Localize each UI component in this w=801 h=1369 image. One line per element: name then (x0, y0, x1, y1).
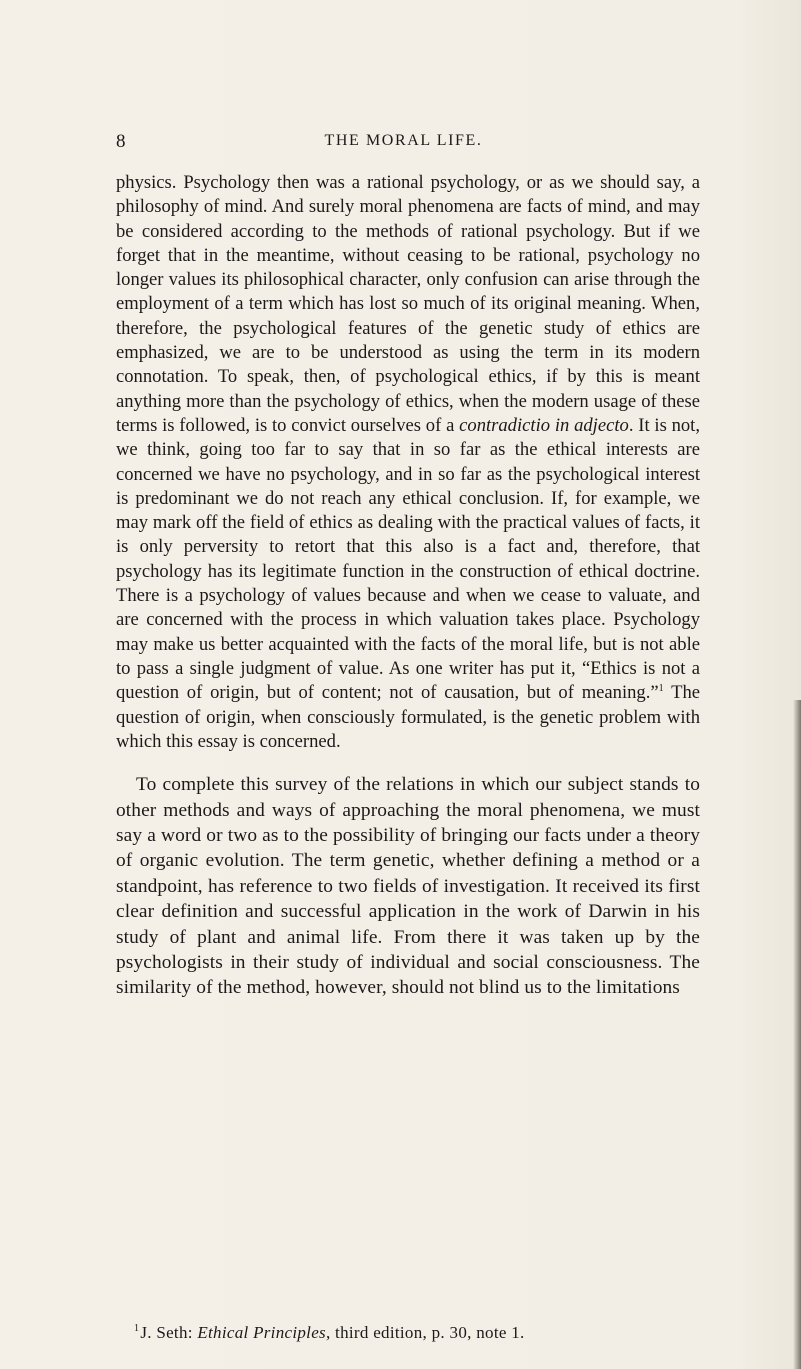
paragraph-1-text-b: . It is not, we think, going too far to say that in so far as the ethical interests are concerned we have no psychology, and in so far as the psychological interest is predominant we do not reach any ethical conclusion. If, for example, we may mark off the field of ethics as dealing with the practical values of facts, it is only perversity to retort that this also is a fact and, therefore, that psychology has its legitimate function in the construction of ethical doctrine. There is a psychology of values because and when we cease to valuate, and are concerned with the process in which valuation takes place. Psychology may make us better acquainted with the facts of the moral life, but is not able to pass a single judgment of value. As one writer has put it, “Ethics is not a question of origin, but of content; not of causation, but of meaning.” (116, 414, 700, 704)
footnote-reference: 1 (658, 683, 664, 695)
paragraph-1-text-c: The question of origin, when consciously formulated, is the genetic problem with which this essay is concerned. (116, 682, 700, 752)
page-number: 8 (116, 131, 126, 152)
footnote-book-title: Ethical Principles (197, 1323, 326, 1342)
body-text (116, 171, 700, 1001)
paragraph-1-text-a: physics. Psychology then was a rational psychology, or as we should say, a philosophy of mind. And surely moral phenomena are facts of mind, and may be considered according to the methods of rational psychology. But if we forget that in the meantime, without ceasing to be rational, psychology no longer values its philosophical character, only confusion can arise through the employment of a term which has lost so much of its original meaning. When, therefore, the psychological features of the genetic study of ethics are emphasized, we are to be understood as using the term in its modern connotation. To speak, then, of psychological ethics, if by this is meant anything more than the psychology of ethics, when the modern usage of these terms is followed, is to convict ourselves of a (116, 172, 700, 436)
footnote-marker: 1 (134, 1323, 140, 1334)
running-head: THE MORAL LIFE. (324, 132, 483, 149)
footnote-citation: , third edition, p. 30, note 1. (325, 1323, 525, 1342)
paragraph-2: To complete this survey of the relations in which our subject stands to other methods and ways of approaching the moral phenomena, we must say a word or two as to the possibility of bringing our facts under a theory of organic evolution. The term genetic, whether defining a method or a standpoint, has reference to two fields of investigation. It received its first clear definition and successful application in the work of Darwin in his study of plant and animal life. From there it was taken up by the psychologists in their study of individual and social consciousness. The similarity of the method, however, should not blind us to the limitations (116, 774, 700, 999)
page-edge-shadow (793, 700, 801, 1369)
footnote (134, 1322, 694, 1344)
footnote-author: J. Seth: (140, 1323, 198, 1342)
page-header (116, 131, 691, 157)
latin-phrase: contradictio in adjecto (459, 414, 629, 436)
paragraph-1 (116, 171, 700, 754)
